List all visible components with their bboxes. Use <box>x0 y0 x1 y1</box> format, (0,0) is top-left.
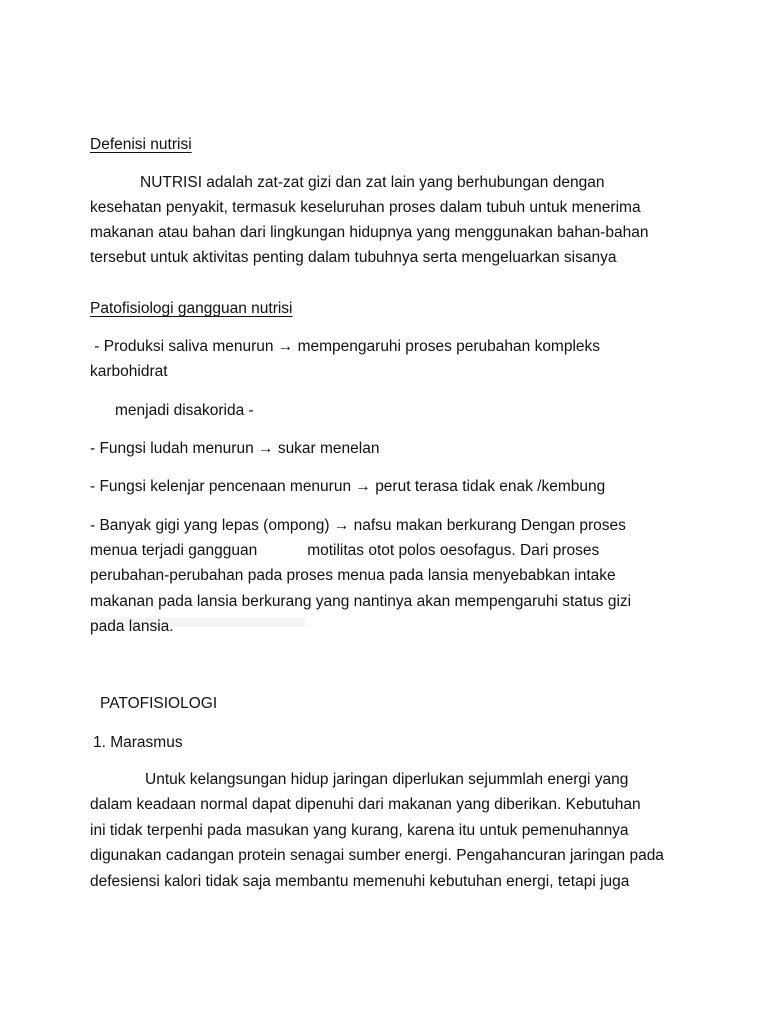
paragraph-line: Untuk kelangsungan hidup jaringan diperlukan sejummlah energi yang <box>145 771 629 788</box>
paragraph-line: makanan atau bahan dari lingkungan hidupnya yang menggunakan bahan-bahan <box>90 224 649 241</box>
subheading-marasmus: 1. Marasmus <box>93 734 183 751</box>
list-item-continuation <box>90 538 599 564</box>
list-item-continuation: menjadi disakorida - <box>115 402 254 419</box>
paragraph-line: ini tidak terpenhi pada masukan yang kurang, karena itu untuk pemenuhannya <box>90 822 629 839</box>
list-item: - Fungsi ludah menurun → sukar menelan <box>90 440 380 457</box>
paragraph-line: kesehatan penyakit, termasuk keseluruhan proses dalam tubuh untuk menerima <box>90 199 641 216</box>
list-item: - Banyak gigi yang lepas (ompong) → nafsu makan berkurang Dengan proses <box>90 517 626 534</box>
list-item: - Fungsi kelenjar pencenaan menurun → perut terasa tidak enak /kembung <box>90 478 606 495</box>
list-item-continuation: karbohidrat <box>90 363 168 380</box>
list-item-continuation: pada lansia. <box>90 618 174 635</box>
paragraph-line: defesiensi kalori tidak saja membantu memenuhi kebutuhan energi, tetapi juga <box>90 873 630 890</box>
paragraph-line: NUTRISI adalah zat-zat gizi dan zat lain yang berhubungan dengan <box>140 174 605 191</box>
text-fragment: motilitas otot polos oesofagus. Dari proses <box>307 542 600 559</box>
list-item-continuation: makanan pada lansia berkurang yang nantinya akan mempengaruhi status gizi <box>90 593 632 610</box>
paragraph-line: tersebut untuk aktivitas penting dalam tubuhnya serta mengeluarkan sisanya <box>90 249 617 266</box>
list-item: - Produksi saliva menurun → mempengaruhi proses perubahan kompleks <box>90 338 601 355</box>
heading-patofisiologi: PATOFISIOLOGI <box>100 695 218 712</box>
heading-defenisi-nutrisi: Defenisi nutrisi <box>90 136 192 153</box>
text-fragment: menua terjadi gangguan <box>90 542 258 559</box>
paragraph-line: dalam keadaan normal dapat dipenuhi dari makanan yang diberikan. Kebutuhan <box>90 796 641 813</box>
heading-patofisiologi-gangguan-nutrisi: Patofisiologi gangguan nutrisi <box>90 300 293 317</box>
paragraph-line: digunakan cadangan protein senagai sumber energi. Pengahancuran jaringan pada <box>90 847 664 864</box>
list-item-continuation: perubahan-perubahan pada proses menua pada lansia menyebabkan intake <box>90 567 616 584</box>
